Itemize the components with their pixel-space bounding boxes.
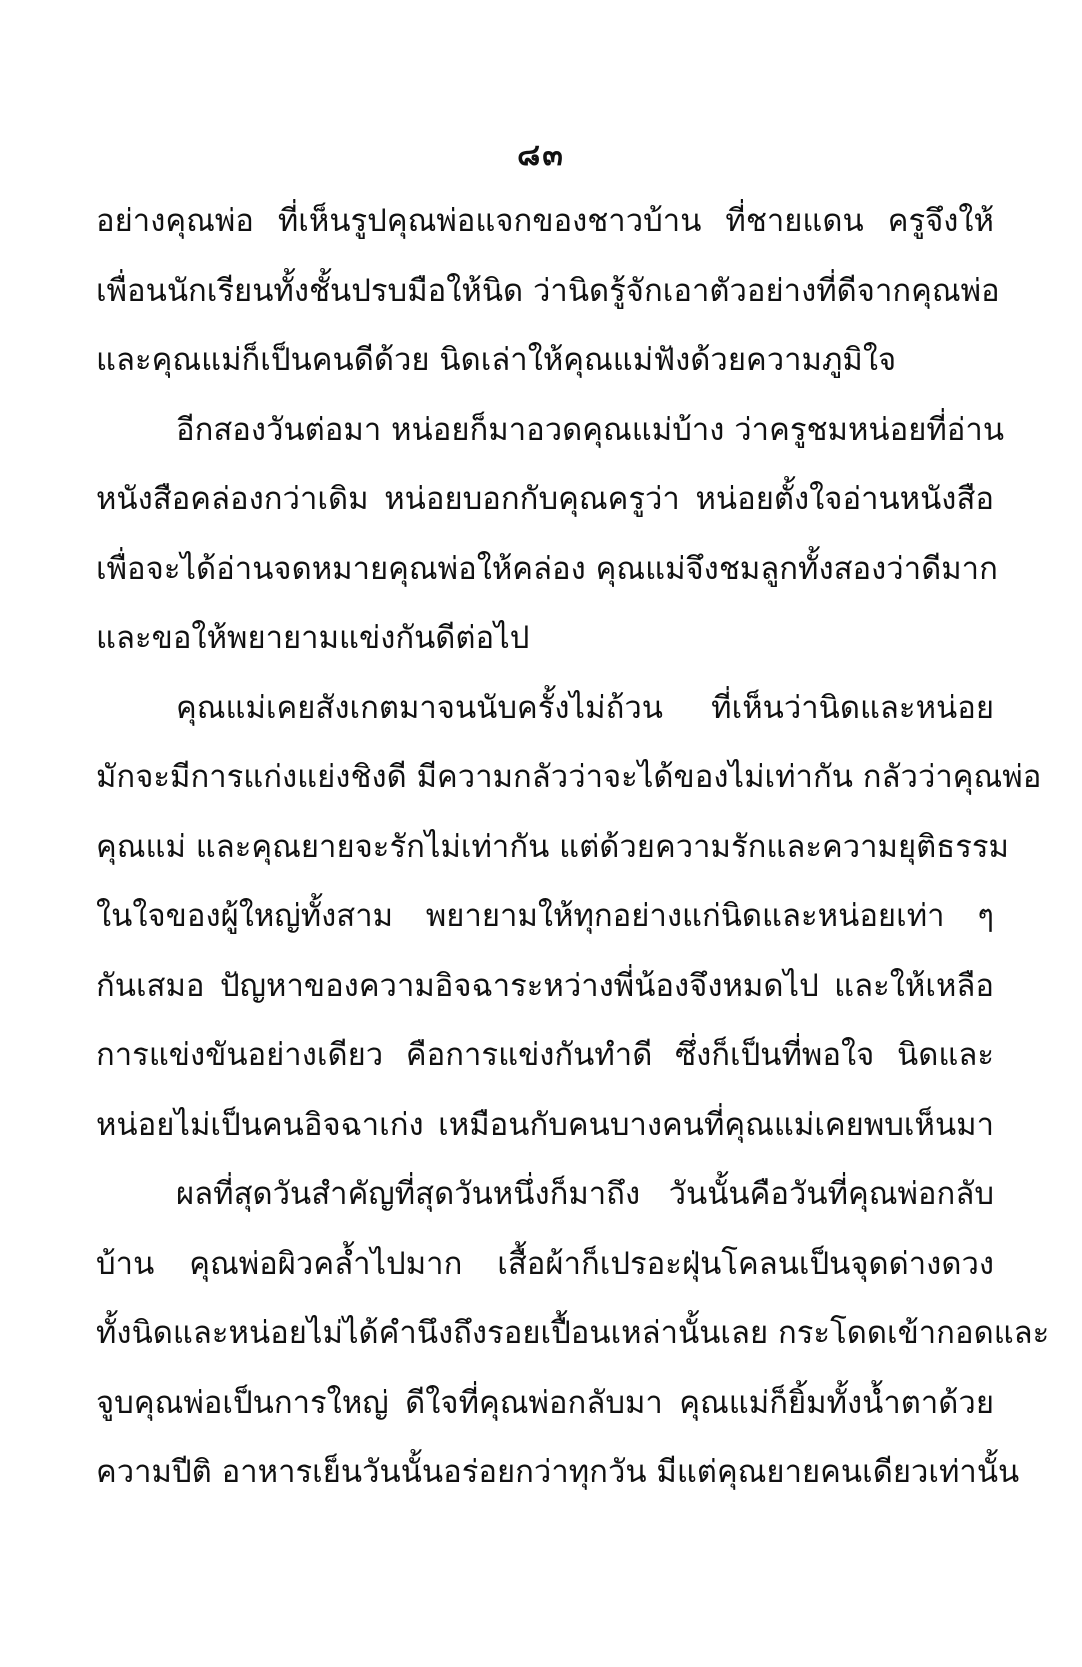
text-line: คุณแม่ และคุณยายจะรักไม่เท่ากัน แต่ด้วยความรักและความยุติธรรม <box>96 828 1009 865</box>
text-line: ผลที่สุดวันสำคัญที่สุดวันหนึ่งก็มาถึง วันนั้นคือวันที่คุณพ่อกลับ <box>176 1176 994 1212</box>
text-line: ในใจของผู้ใหญ่ทั้งสาม พยายามให้ทุกอย่างแก่นิดและหน่อยเท่า ๆ <box>96 898 994 934</box>
text-line: อย่างคุณพ่อ ที่เห็นรูปคุณพ่อแจกของชาวบ้าน ที่ชายแดน ครูจึงให้ <box>96 203 994 239</box>
text-line: จูบคุณพ่อเป็นการใหญ่ ดีใจที่คุณพ่อกลับมา คุณแม่ก็ยิ้มทั้งน้ำตาด้วย <box>96 1384 994 1421</box>
text-line: ทั้งนิดและหน่อยไม่ได้คำนึงถึงรอยเปื้อนเหล่านั้นเลย กระโดดเข้ากอดและ <box>96 1315 1050 1351</box>
text-line: มักจะมีการแก่งแย่งชิงดี มีความกลัวว่าจะได้ของไม่เท่ากัน กลัวว่าคุณพ่อ <box>96 759 1042 795</box>
text-line: และคุณแม่ก็เป็นคนดีด้วย นิดเล่าให้คุณแม่ฟังด้วยความภูมิใจ <box>96 342 897 378</box>
text-line: การแข่งขันอย่างเดียว คือการแข่งกันทำดี ซึ่งก็เป็นที่พอใจ นิดและ <box>96 1037 994 1073</box>
text-line: หน่อยไม่เป็นคนอิจฉาเก่ง เหมือนกับคนบางคนที่คุณแม่เคยพบเห็นมา <box>96 1106 994 1143</box>
text-line: บ้าน คุณพ่อผิวคล้ำไปมาก เสื้อผ้าก็เปรอะฝุ่นโคลนเป็นจุดด่างดวง <box>96 1245 994 1282</box>
text-line: หนังสือคล่องกว่าเดิม หน่อยบอกกับคุณครูว่า หน่อยตั้งใจอ่านหนังสือ <box>96 481 994 517</box>
text-line: ความปีติ อาหารเย็นวันนั้นอร่อยกว่าทุกวัน มีแต่คุณยายคนเดียวเท่านั้น <box>96 1454 1020 1490</box>
text-line: เพื่อจะได้อ่านจดหมายคุณพ่อให้คล่อง คุณแม่จึงชมลูกทั้งสองว่าดีมาก <box>96 550 998 587</box>
text-line: อีกสองวันต่อมา หน่อยก็มาอวดคุณแม่บ้าง ว่าครูชมหน่อยที่อ่าน <box>176 411 1005 448</box>
page-number: ๘๓ <box>517 138 565 173</box>
text-line: คุณแม่เคยสังเกตมาจนนับครั้งไม่ถ้วน ที่เห็นว่านิดและหน่อย <box>176 689 994 726</box>
text-line: และขอให้พยายามแข่งกันดีต่อไป <box>96 620 530 656</box>
text-line: กันเสมอ ปัญหาของความอิจฉาระหว่างพี่น้องจึงหมดไป และให้เหลือ <box>96 967 994 1004</box>
text-line: เพื่อนนักเรียนทั้งชั้นปรบมือให้นิด ว่านิดรู้จักเอาตัวอย่างที่ดีจากคุณพ่อ <box>96 272 1000 309</box>
body-text <box>96 196 1050 1517</box>
